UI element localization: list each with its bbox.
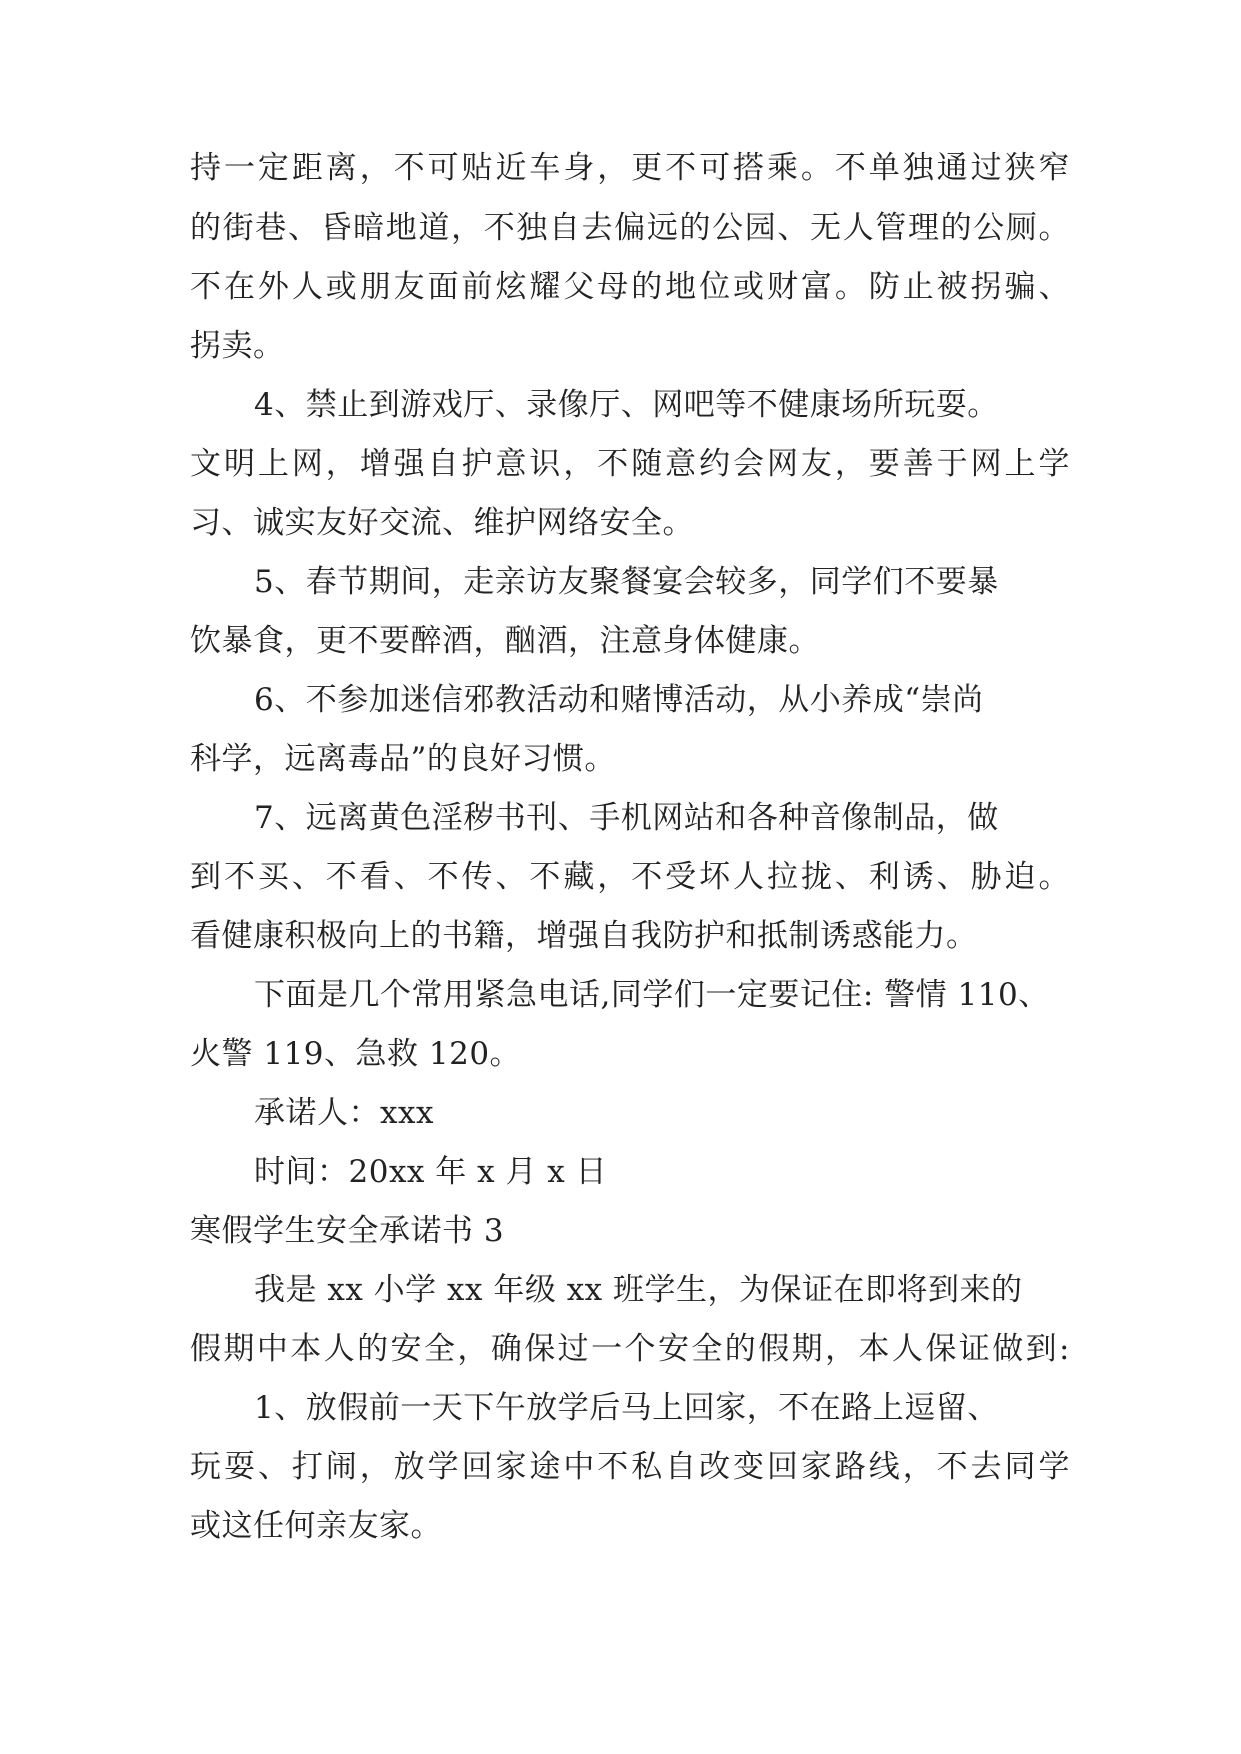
promisor-line: 承诺人：xxx: [254, 1095, 434, 1131]
list-item-4-first-line: 4、禁止到游戏厅、录像厅、网吧等不健康场所玩耍。: [254, 387, 999, 423]
paragraph-line: 习、诚实友好交流、维护网络安全。: [190, 505, 694, 541]
paragraph-line: 假期中本人的安全，确保过一个安全的假期，本人保证做到:: [190, 1331, 1070, 1367]
paragraph-line: 不在外人或朋友面前炫耀父母的地位或财富。防止被拐骗、: [190, 269, 1070, 305]
paragraph-line: 火警 119、急救 120。: [190, 1036, 522, 1072]
paragraph-line: 拐卖。: [190, 328, 285, 364]
list-item-7-first-line: 7、远离黄色淫秽书刊、手机网站和各种音像制品，做: [254, 800, 999, 836]
paragraph-line: 玩耍、打闹，放学回家途中不私自改变回家路线，不去同学: [190, 1449, 1070, 1485]
paragraph-line: 看健康积极向上的书籍，增强自我防护和抵制诱惑能力。: [190, 918, 978, 954]
paragraph-line: 饮暴食，更不要醉酒，酗酒，注意身体健康。: [190, 623, 820, 659]
paragraph-line: 或这任何亲友家。: [190, 1508, 442, 1544]
list-item-1-first-line: 1、放假前一天下午放学后马上回家，不在路上逗留、: [254, 1390, 999, 1426]
paragraph-line: 科学，远离毒品”的良好习惯。: [190, 741, 616, 777]
date-line: 时间：20xx 年 x 月 x 日: [254, 1154, 608, 1190]
intro-first-line: 我是 xx 小学 xx 年级 xx 班学生，为保证在即将到来的: [254, 1272, 1023, 1308]
paragraph-line: 持一定距离，不可贴近车身，更不可搭乘。不单独通过狭窄: [190, 150, 1070, 186]
list-item-6-first-line: 6、不参加迷信邪教活动和赌博活动，从小养成“崇尚: [254, 682, 984, 718]
paragraph-line: 的街巷、昏暗地道，不独自去偏远的公园、无人管理的公厕。: [190, 210, 1070, 246]
paragraph-line: 文明上网，增强自护意识，不随意约会网友，要善于网上学: [190, 446, 1070, 482]
section-title: 寒假学生安全承诺书 3: [190, 1213, 505, 1249]
emergency-phones-line: 下面是几个常用紧急电话,同学们一定要记住: 警情 110、: [254, 977, 1050, 1013]
paragraph-line: 到不买、不看、不传、不藏，不受坏人拉拢、利诱、胁迫。: [190, 859, 1070, 895]
list-item-5-first-line: 5、春节期间，走亲访友聚餐宴会较多，同学们不要暴: [254, 564, 999, 600]
